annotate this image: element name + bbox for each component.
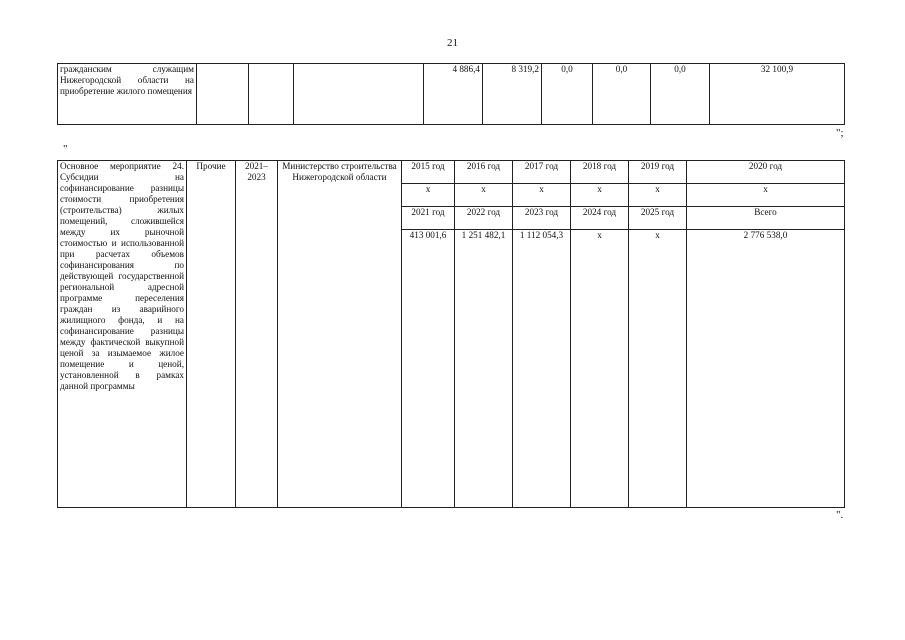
year-header: 2015 год bbox=[402, 161, 455, 184]
value-cell: 0,0 bbox=[542, 64, 593, 125]
value-cell: 0,0 bbox=[651, 64, 710, 125]
value-cell: 4 886,4 bbox=[424, 64, 483, 125]
empty-cell bbox=[294, 64, 424, 125]
year-header: 2021 год bbox=[402, 207, 455, 230]
category-cell: Прочие bbox=[187, 161, 236, 508]
total-value-cell: 2 776 538,0 bbox=[687, 230, 845, 508]
year-header: 2018 год bbox=[571, 161, 629, 184]
value-cell: 1 251 482,1 bbox=[455, 230, 513, 508]
closing-quote-mark: "; bbox=[836, 127, 844, 139]
year-header: 2016 год bbox=[455, 161, 513, 184]
page-number: 21 bbox=[447, 37, 458, 49]
year-header: 2025 год bbox=[629, 207, 687, 230]
value-cell: х bbox=[687, 184, 845, 207]
year-header: 2023 год bbox=[513, 207, 571, 230]
opening-quote-mark: " bbox=[63, 143, 68, 155]
value-cell: х bbox=[629, 230, 687, 508]
year-header: 2024 год bbox=[571, 207, 629, 230]
value-cell: х bbox=[571, 230, 629, 508]
year-header: 2020 год bbox=[687, 161, 845, 184]
value-cell: 32 100,9 bbox=[710, 64, 845, 125]
year-header: 2019 год bbox=[629, 161, 687, 184]
total-header: Всего bbox=[687, 207, 845, 230]
main-table bbox=[57, 160, 845, 508]
value-cell: х bbox=[571, 184, 629, 207]
value-cell: 413 001,6 bbox=[402, 230, 455, 508]
empty-cell bbox=[197, 64, 249, 125]
executor-cell: Министерство строительства Нижегородской области bbox=[278, 161, 402, 508]
main-description-cell: Основное мероприятие 24. Субсидии на софинансирование разницы стоимости приобретения (строительства) жилых помещений, сложившейся между их рыночной стоимостью и использованной при расчетах объемов софинансирования по действующей государственной региональной адресной программе переселения граждан из аварийного жилищного фонда, и на софинансирование разницы между фактической выкупной ценой за изымаемое жилое помещение и ценой, установленной в рамках данной программы bbox=[58, 161, 187, 508]
value-cell: х bbox=[513, 184, 571, 207]
value-cell: 0,0 bbox=[593, 64, 651, 125]
closing-quote-mark: ". bbox=[836, 509, 844, 521]
top-table-fragment bbox=[57, 63, 845, 125]
year-header: 2022 год bbox=[455, 207, 513, 230]
value-cell: х bbox=[402, 184, 455, 207]
top-description-cell: гражданским служащим Нижегородской области на приобретение жилого помещения bbox=[58, 64, 197, 125]
period-cell: 2021–2023 bbox=[236, 161, 278, 508]
empty-cell bbox=[249, 64, 294, 125]
year-header: 2017 год bbox=[513, 161, 571, 184]
value-cell: 8 319,2 bbox=[483, 64, 542, 125]
value-cell: х bbox=[629, 184, 687, 207]
value-cell: х bbox=[455, 184, 513, 207]
value-cell: 1 112 054,3 bbox=[513, 230, 571, 508]
